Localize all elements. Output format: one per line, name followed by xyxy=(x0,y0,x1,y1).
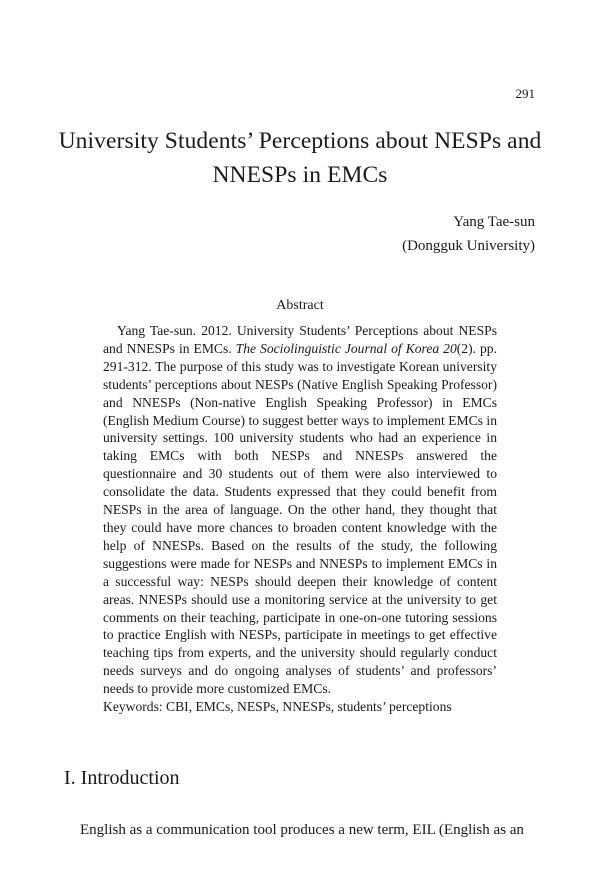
journal-volume: 20 xyxy=(443,340,457,356)
abstract-keywords: Keywords: CBI, EMCs, NESPs, NNESPs, students’ perceptions xyxy=(103,699,452,715)
abstract-text: The purpose of this study was to investigate Korean university students’ perceptions about NESPs (Native English Speaking Professor) and NNESPs (Non-native English Speaking Professor) in EMCs (English Medium Course) to suggest better ways to implement EMCs in university settings. 100 university students who had an experience in taking EMCs with both NESPs and NNESPs answered the questionnaire and 30 students out of them were also interviewed to consolidate the data. Students expressed that they could benefit from NESPs in the area of language. On the other hand, they thought that they could have more chances to broaden content knowledge with the help of NNESPs. Based on the results of the study, the following suggestions were made for NESPs and NNESPs to implement EMCs in a successful way: NESPs should deepen their knowledge of content areas. NNESPs should use a monitoring service at the university to get comments on their teaching, participate in one-on-one tutoring sessions to practice English with NESPs, participate in meetings to get effective teaching tips from experts, and the university should regularly conduct needs surveys and do ongoing analyses of students’ and professors’ needs to provide more customized EMCs. xyxy=(103,358,498,697)
journal-issue-pages: (2). pp. 291-312. xyxy=(103,340,497,374)
author-affiliation: (Dongguk University) xyxy=(402,238,535,254)
abstract-paragraph xyxy=(103,322,497,698)
paper-title xyxy=(40,124,560,192)
section-heading: I. Introduction xyxy=(64,767,180,789)
abstract-heading: Abstract xyxy=(276,298,324,313)
body-first-line: English as a communication tool produces a new term, EIL (English as an xyxy=(80,822,524,838)
title-line-1: University Students’ Perceptions about NESPs and xyxy=(58,128,542,154)
page-number: 291 xyxy=(515,86,535,101)
author-block xyxy=(402,210,535,258)
journal-name: The Sociolinguistic Journal of Korea xyxy=(235,340,440,356)
author-name: Yang Tae-sun xyxy=(453,214,535,230)
body-paragraph xyxy=(64,819,535,841)
abstract-body xyxy=(103,322,497,716)
abstract-citation-lead: Yang Tae-sun. 2012. University Students’ Perceptions about NESPs and NNESPs in EMCs. xyxy=(103,323,497,356)
title-line-2: NNESPs in EMCs xyxy=(212,162,388,188)
